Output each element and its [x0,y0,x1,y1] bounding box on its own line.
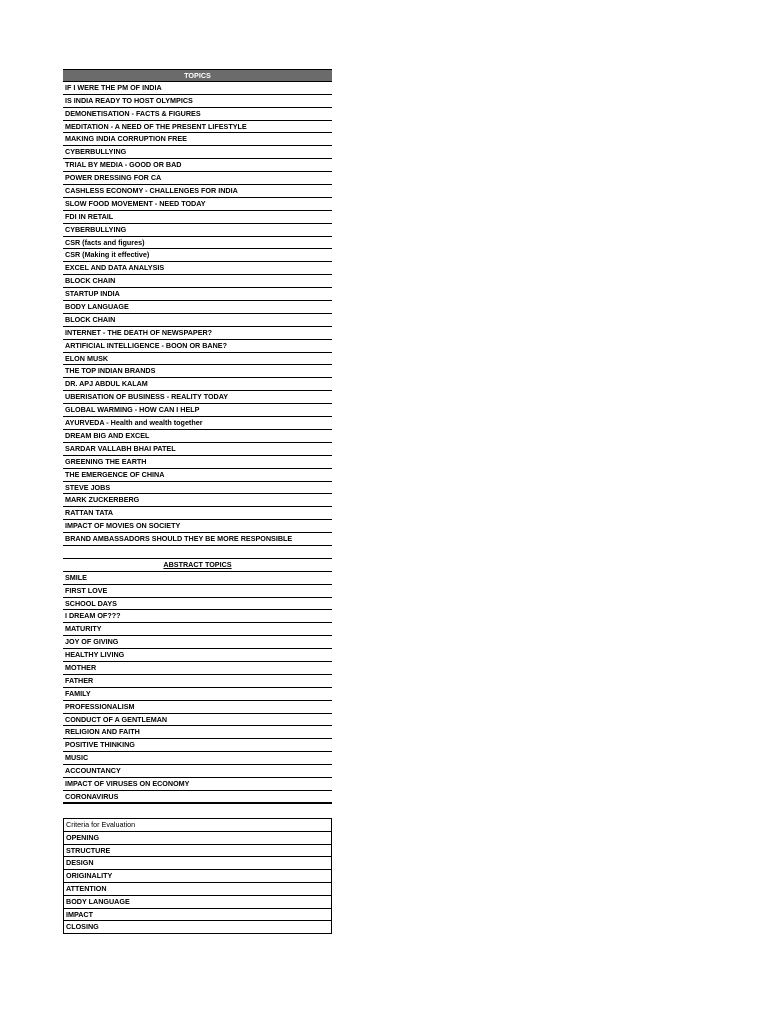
topic-row: ELON MUSK [63,353,332,366]
topic-row: BODY LANGUAGE [63,301,332,314]
abstract-topic-row: MATURITY [63,623,332,636]
abstract-topic-row: FIRST LOVE [63,585,332,598]
topics-header: TOPICS [63,69,332,82]
abstract-topic-row: CONDUCT OF A GENTLEMAN [63,714,332,727]
abstract-topic-row: IMPACT OF VIRUSES ON ECONOMY [63,778,332,791]
abstract-topic-row: I DREAM OF??? [63,610,332,623]
topic-row: CSR (facts and figures) [63,237,332,250]
abstract-topic-row: POSITIVE THINKING [63,739,332,752]
criteria-row: CLOSING [63,921,332,934]
topic-row: INTERNET - THE DEATH OF NEWSPAPER? [63,327,332,340]
criteria-row: ORIGINALITY [63,870,332,883]
topic-row: POWER DRESSING FOR CA [63,172,332,185]
criteria-header: Criteria for Evaluation [63,819,332,832]
topic-row: BRAND AMBASSADORS SHOULD THEY BE MORE RESPONSIBLE [63,533,332,546]
topics-table [63,69,332,804]
criteria-row: DESIGN [63,857,332,870]
topic-row: CYBERBULLYING [63,146,332,159]
topic-row: DREAM BIG AND EXCEL [63,430,332,443]
abstract-topic-row: SCHOOL DAYS [63,598,332,611]
abstract-topic-row: PROFESSIONALISM [63,701,332,714]
abstract-topic-row: RELIGION AND FAITH [63,726,332,739]
topic-row: IMPACT OF MOVIES ON SOCIETY [63,520,332,533]
topic-row: AYURVEDA - Health and wealth together [63,417,332,430]
criteria-row: ATTENTION [63,883,332,896]
topic-row: RATTAN TATA [63,507,332,520]
abstract-topic-row: CORONAVIRUS [63,791,332,804]
topic-row: ARTIFICIAL INTELLIGENCE - BOON OR BANE? [63,340,332,353]
abstract-topic-row: ACCOUNTANCY [63,765,332,778]
topic-row: MEDITATION - A NEED OF THE PRESENT LIFESTYLE [63,121,332,134]
topic-row: FDI IN RETAIL [63,211,332,224]
criteria-row: IMPACT [63,909,332,922]
topic-row: GREENING THE EARTH [63,456,332,469]
abstract-topic-row: MOTHER [63,662,332,675]
topic-row: DR. APJ ABDUL KALAM [63,378,332,391]
topic-row: SLOW FOOD MOVEMENT - NEED TODAY [63,198,332,211]
topic-row: MAKING INDIA CORRUPTION FREE [63,133,332,146]
criteria-row: STRUCTURE [63,845,332,858]
topic-row: CSR (Making it effective) [63,249,332,262]
abstract-topic-row: MUSIC [63,752,332,765]
topic-row: THE TOP INDIAN BRANDS [63,365,332,378]
abstract-topic-row: HEALTHY LIVING [63,649,332,662]
abstract-topic-row: FATHER [63,675,332,688]
topic-row: SARDAR VALLABH BHAI PATEL [63,443,332,456]
topic-row: MARK ZUCKERBERG [63,494,332,507]
topic-row: IF I WERE THE PM OF INDIA [63,82,332,95]
topic-row: BLOCK CHAIN [63,275,332,288]
abstract-topic-row: SMILE [63,572,332,585]
topic-row: TRIAL BY MEDIA - GOOD OR BAD [63,159,332,172]
topic-row: STARTUP INDIA [63,288,332,301]
topic-row: UBERISATION OF BUSINESS - REALITY TODAY [63,391,332,404]
criteria-table [63,818,332,934]
topic-row: DEMONETISATION - FACTS & FIGURES [63,108,332,121]
topic-row: BLOCK CHAIN [63,314,332,327]
topic-row: THE EMERGENCE OF CHINA [63,469,332,482]
abstract-topic-row: JOY OF GIVING [63,636,332,649]
criteria-row: BODY LANGUAGE [63,896,332,909]
criteria-row: OPENING [63,832,332,845]
abstract-topic-row: FAMILY [63,688,332,701]
topic-row: STEVE JOBS [63,482,332,495]
abstract-topics-header: ABSTRACT TOPICS [63,559,332,572]
topic-row: GLOBAL WARMING - HOW CAN I HELP [63,404,332,417]
topic-row: IS INDIA READY TO HOST OLYMPICS [63,95,332,108]
topic-row: EXCEL AND DATA ANALYSIS [63,262,332,275]
topic-row: CYBERBULLYING [63,224,332,237]
blank-row [63,546,332,559]
topic-row: CASHLESS ECONOMY - CHALLENGES FOR INDIA [63,185,332,198]
